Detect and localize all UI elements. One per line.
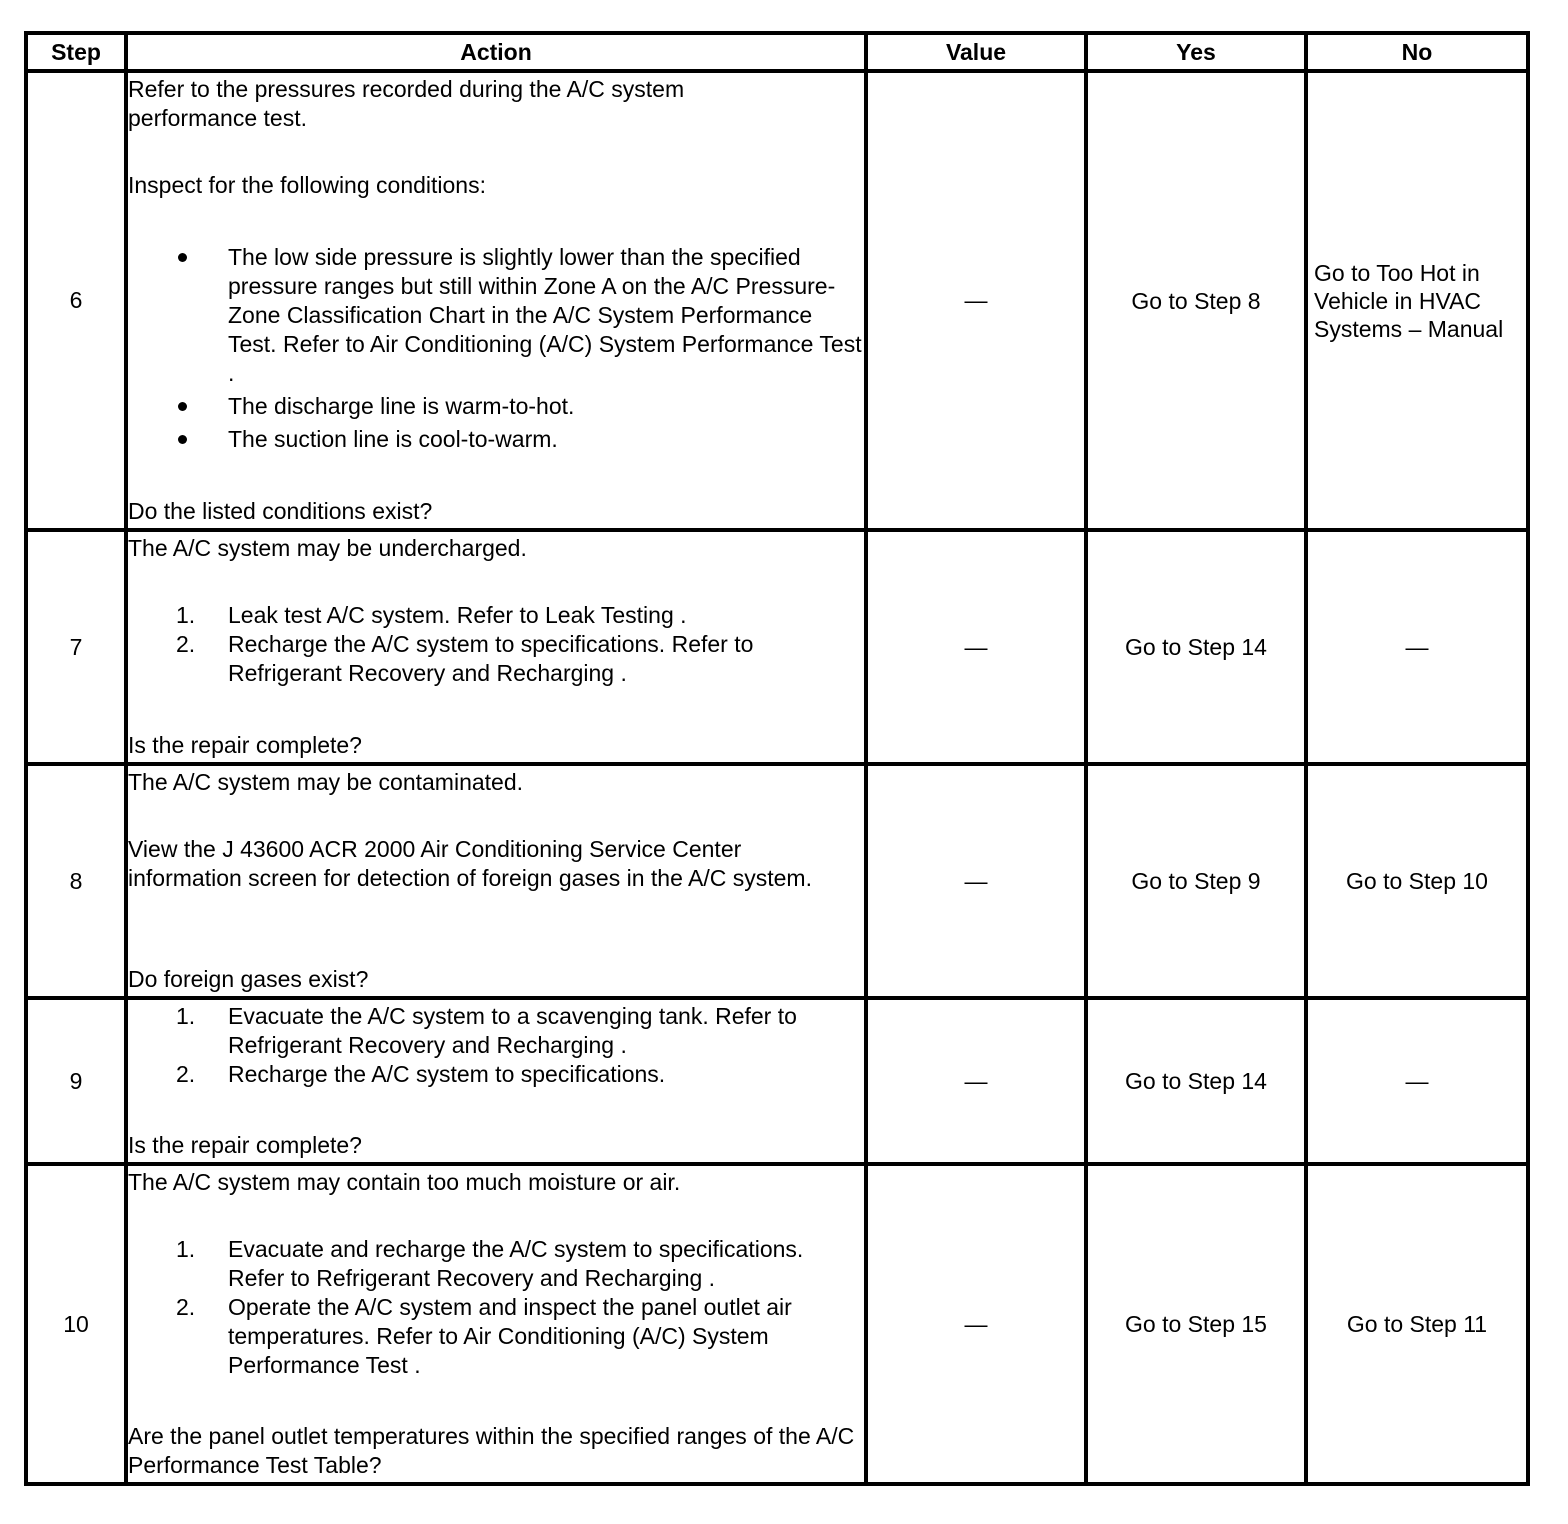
table-row-step-7 — [26, 530, 1528, 764]
list-item: 2. Recharge the A/C system to specifications. — [176, 1061, 666, 1087]
step-number: 6 — [26, 71, 126, 530]
action-question: Do foreign gases exist? — [128, 966, 369, 992]
action-question: Is the repair complete? — [128, 732, 362, 758]
repair-steps-list — [128, 1002, 864, 1089]
action-instruction: View the J 43600 ACR 2000 Air Conditioning Service Center information screen for detection of foreign gases in the A/C system. — [128, 836, 812, 891]
value-cell: — — [866, 71, 1086, 530]
no-cell: Go to Step 10 — [1306, 764, 1528, 998]
step-number: 7 — [26, 530, 126, 764]
no-cell: — — [1306, 530, 1528, 764]
value-cell: — — [866, 1164, 1086, 1484]
value-cell: — — [866, 998, 1086, 1164]
table-row-step-8 — [26, 764, 1528, 998]
condition-list — [128, 243, 864, 458]
list-item: 2. Operate the A/C system and inspect the panel outlet air temperatures. Refer to Air Conditioning (A/C) System Performance Test . — [176, 1294, 792, 1378]
header-value: Value — [866, 33, 1086, 71]
step-number: 10 — [26, 1164, 126, 1484]
action-instruction: Inspect for the following conditions: — [128, 172, 486, 198]
yes-cell: Go to Step 15 — [1086, 1164, 1306, 1484]
bullet-icon — [178, 253, 187, 262]
value-cell: — — [866, 764, 1086, 998]
header-row — [26, 33, 1528, 71]
header-step: Step — [26, 33, 126, 71]
action-question: Are the panel outlet temperatures within the specified ranges of the A/C Performance Test Table? — [128, 1423, 855, 1478]
yes-cell: Go to Step 9 — [1086, 764, 1306, 998]
list-item: The suction line is cool-to-warm. — [128, 425, 864, 454]
yes-cell: Go to Step 8 — [1086, 71, 1306, 530]
list-item: The low side pressure is slightly lower than the specified pressure ranges but still within Zone A on the A/C Pressure-Zone Classification Chart in the A/C System Performance Test. Refer to Air Conditioning (A/C) System Performance Test . — [128, 243, 864, 388]
list-item: 2. Recharge the A/C system to specifications. Refer to Refrigerant Recovery and Recharging . — [176, 631, 754, 686]
list-item: The discharge line is warm-to-hot. — [128, 392, 864, 421]
no-cell: — — [1306, 998, 1528, 1164]
action-question: Do the listed conditions exist? — [128, 498, 433, 524]
action-cell — [126, 764, 866, 998]
list-item: 1. Leak test A/C system. Refer to Leak Testing . — [176, 602, 687, 628]
yes-cell: Go to Step 14 — [1086, 530, 1306, 764]
action-cell — [126, 1164, 866, 1484]
list-item: 1. Evacuate the A/C system to a scavenging tank. Refer to Refrigerant Recovery and Recharging . — [176, 1003, 797, 1058]
bullet-icon — [178, 402, 187, 411]
action-cell — [126, 71, 866, 530]
no-cell: Go to Step 11 — [1306, 1164, 1528, 1484]
table-row-step-6 — [26, 71, 1528, 530]
table-row-step-9 — [26, 998, 1528, 1164]
step-number: 9 — [26, 998, 126, 1164]
repair-steps-list — [128, 1235, 864, 1380]
no-cell: Go to Too Hot in Vehicle in HVAC Systems – Manual — [1306, 71, 1528, 530]
step-number: 8 — [26, 764, 126, 998]
repair-steps-list — [128, 601, 864, 688]
action-intro: Refer to the pressures recorded during the A/C system performance test. — [128, 76, 685, 131]
bullet-icon — [178, 435, 187, 444]
list-item: 1. Evacuate and recharge the A/C system to specifications. Refer to Refrigerant Recovery and Recharging . — [176, 1236, 804, 1291]
yes-cell: Go to Step 14 — [1086, 998, 1306, 1164]
action-question: Is the repair complete? — [128, 1132, 362, 1158]
header-action: Action — [126, 33, 866, 71]
table-row-step-10 — [26, 1164, 1528, 1484]
action-cell — [126, 530, 866, 764]
diagnostic-table — [24, 31, 1530, 1486]
action-cell — [126, 998, 866, 1164]
header-yes: Yes — [1086, 33, 1306, 71]
header-no: No — [1306, 33, 1528, 71]
action-intro: The A/C system may contain too much moisture or air. — [128, 1169, 681, 1195]
action-intro: The A/C system may be contaminated. — [128, 769, 524, 795]
value-cell: — — [866, 530, 1086, 764]
action-intro: The A/C system may be undercharged. — [128, 535, 527, 561]
